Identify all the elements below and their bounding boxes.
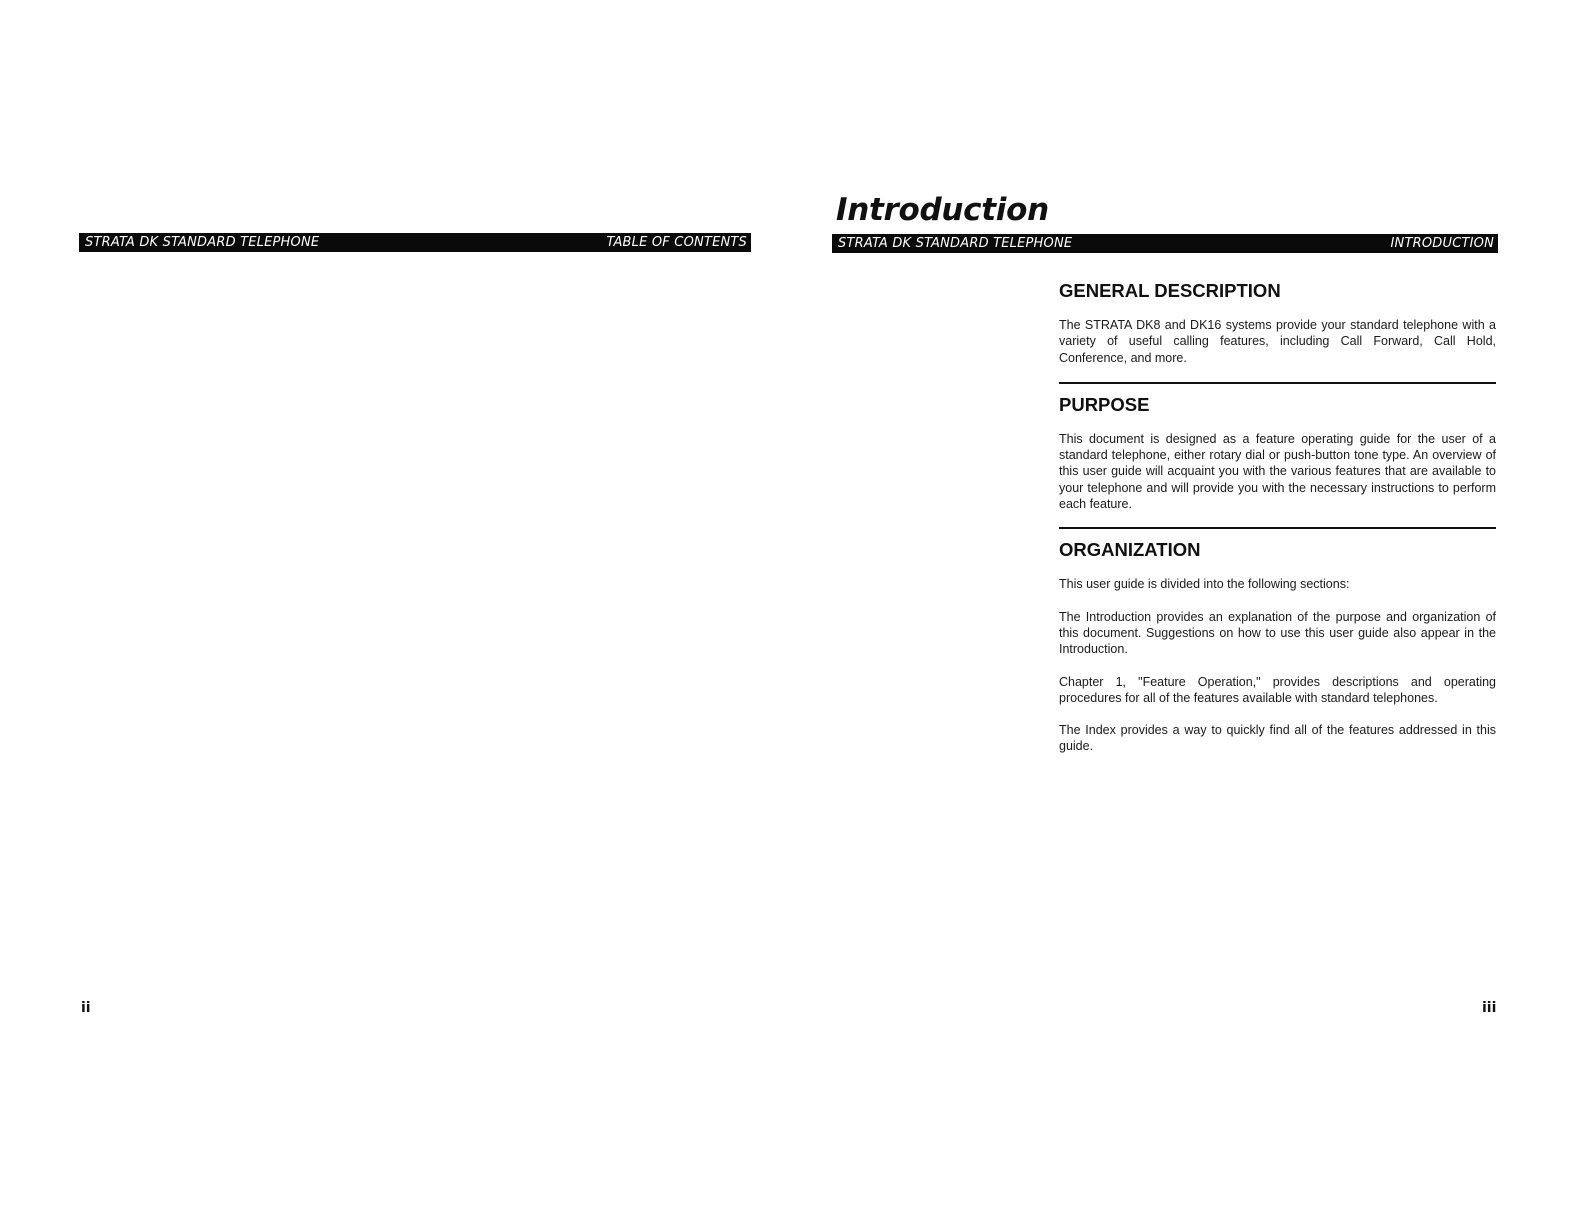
main-content — [1059, 280, 1496, 771]
left-header-section: TABLE OF CONTENTS — [606, 235, 747, 250]
paragraph: This document is designed as a feature operating guide for the user of a standard telephone, either rotary dial or push-button tone type. An overview of this user guide will acquaint you with the various features that are available to your telephone and will provide you with the necessary instructions to perform each feature. — [1059, 431, 1496, 512]
paragraph: The Introduction provides an explanation of the purpose and organization of this document. Suggestions on how to use this user guide also appear in the Introduction. — [1059, 609, 1496, 657]
paragraph: The Index provides a way to quickly find all of the features addressed in this guide. — [1059, 723, 1496, 754]
paragraph: This user guide is divided into the following sections: — [1059, 577, 1350, 592]
left-page-number: ii — [81, 1000, 91, 1016]
left-header-title: STRATA DK STANDARD TELEPHONE — [85, 235, 320, 250]
section-heading: ORGANIZATION — [1059, 539, 1201, 561]
section-general-description — [1059, 280, 1496, 366]
paragraph: The STRATA DK8 and DK16 systems provide your standard telephone with a variety of useful calling features, including Call Forward, Call Hold, Conference, and more. — [1059, 318, 1496, 365]
left-running-header — [79, 233, 751, 252]
right-page-number: iii — [1482, 1000, 1497, 1016]
chapter-title: Introduction — [836, 192, 1049, 228]
section-divider — [1059, 527, 1496, 529]
section-heading: GENERAL DESCRIPTION — [1059, 280, 1281, 301]
right-header-section: INTRODUCTION — [1390, 236, 1494, 251]
right-page — [792, 0, 1584, 1221]
right-header-title: STRATA DK STANDARD TELEPHONE — [838, 236, 1073, 251]
section-heading: PURPOSE — [1059, 393, 1150, 415]
paragraph: Chapter 1, "Feature Operation," provides descriptions and operating procedures for all of the features available with standard telephones. — [1059, 674, 1496, 705]
right-running-header — [832, 234, 1498, 253]
section-divider — [1059, 382, 1496, 384]
section-purpose — [1059, 394, 1496, 512]
section-organization — [1059, 539, 1496, 754]
